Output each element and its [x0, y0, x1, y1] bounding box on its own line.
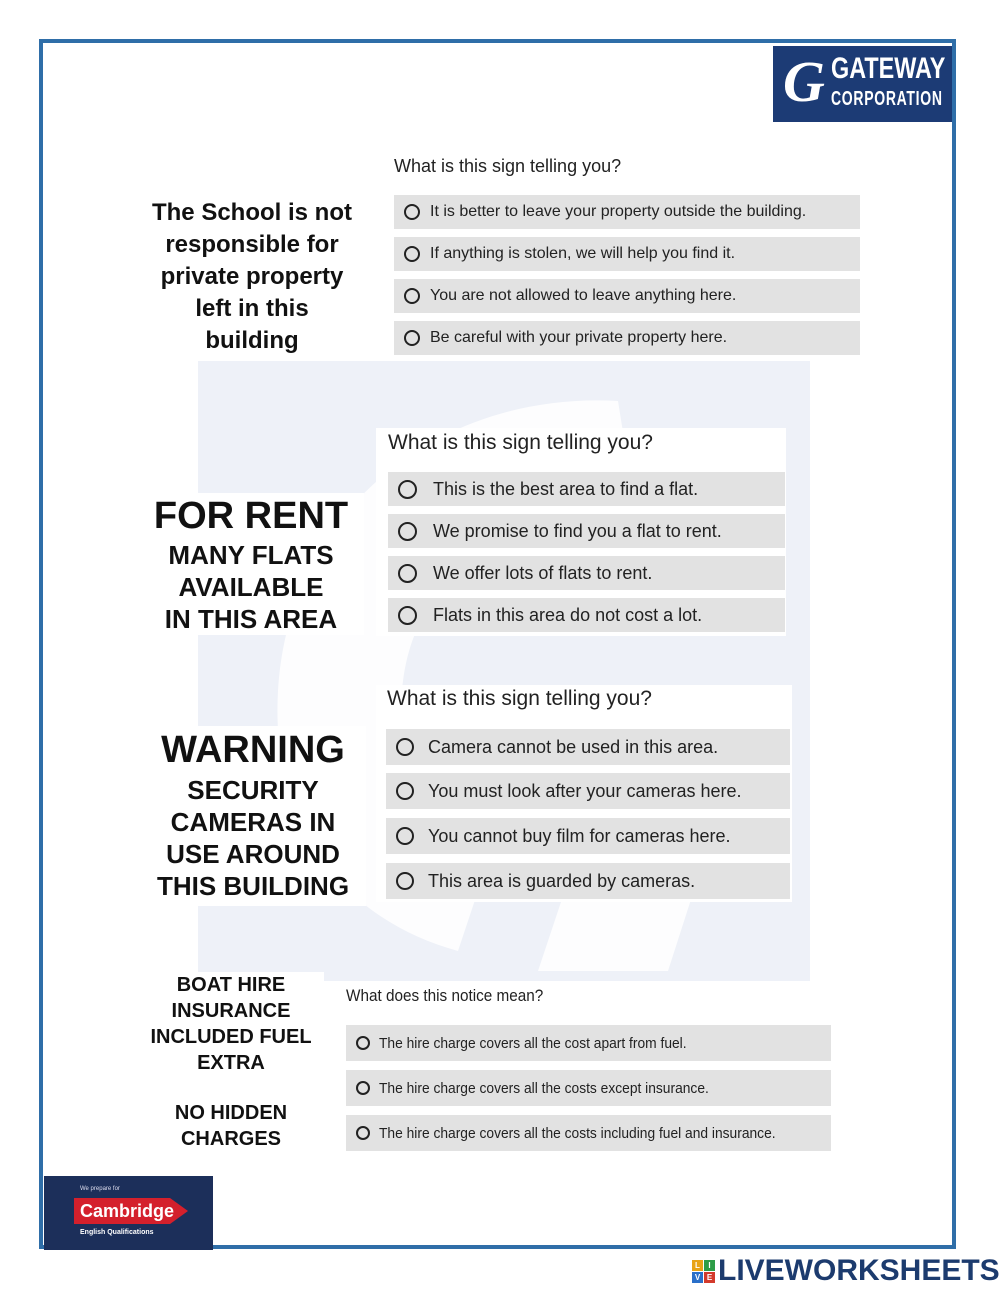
- gateway-logo-subtitle: CORPORATION: [831, 88, 943, 110]
- sign-for-rent: [138, 493, 364, 635]
- lw-cell-i: I: [704, 1260, 715, 1271]
- radio-button[interactable]: [398, 522, 417, 541]
- radio-button[interactable]: [398, 480, 417, 499]
- radio-button[interactable]: [356, 1126, 370, 1140]
- answer-text: The hire charge covers all the costs including fuel and insurance.: [379, 1124, 776, 1142]
- sign-line: IN THIS AREA: [164, 604, 338, 634]
- radio-button[interactable]: [396, 827, 414, 845]
- answer-option[interactable]: [346, 1115, 831, 1151]
- sign-warning-cameras: [140, 726, 366, 906]
- sign-line: CHARGES: [180, 1128, 281, 1150]
- liveworksheets-text: LIVEWORKSHEETS: [718, 1254, 1000, 1287]
- sign-line: private property: [160, 263, 344, 290]
- sign-line: EXTRA: [197, 1052, 265, 1074]
- sign-heading: WARNING: [161, 729, 345, 771]
- radio-button[interactable]: [404, 246, 420, 262]
- sign-line: INCLUDED FUEL: [150, 1026, 312, 1048]
- sign-line: left in this: [195, 295, 309, 322]
- answer-option[interactable]: [388, 598, 785, 632]
- lw-cell-v: V: [692, 1272, 703, 1283]
- sign-line: The School is not: [151, 199, 352, 226]
- lw-cell-e: E: [704, 1272, 715, 1283]
- liveworksheets-logo: [692, 1254, 1000, 1288]
- answer-option[interactable]: [388, 556, 785, 590]
- answer-option[interactable]: [386, 729, 790, 765]
- sign-line: SECURITY: [187, 775, 319, 805]
- cambridge-logo: [44, 1176, 213, 1250]
- answer-text: We offer lots of flats to rent.: [433, 562, 653, 583]
- cambridge-name: Cambridge: [80, 1201, 175, 1221]
- answer-option[interactable]: [394, 195, 860, 229]
- radio-button[interactable]: [356, 1081, 370, 1095]
- answer-text: Be careful with your private property here.: [430, 329, 728, 346]
- answer-text: You cannot buy film for cameras here.: [428, 825, 731, 846]
- cambridge-pretext: We prepare for: [80, 1186, 120, 1192]
- answer-option[interactable]: [386, 863, 790, 899]
- sign-boat-hire: [138, 972, 324, 1152]
- answer-option[interactable]: [394, 321, 860, 355]
- sign-line: USE AROUND: [166, 839, 340, 869]
- answer-text: You are not allowed to leave anything here.: [430, 287, 737, 304]
- sign-line: THIS BUILDING: [156, 871, 350, 901]
- answer-text: Flats in this area do not cost a lot.: [433, 604, 703, 625]
- radio-button[interactable]: [396, 782, 414, 800]
- sign-line: building: [205, 327, 299, 354]
- answer-text: If anything is stolen, we will help you find it.: [430, 245, 736, 262]
- sign-heading: FOR RENT: [153, 495, 349, 537]
- gateway-logo-mark: G: [783, 49, 825, 114]
- question-prompt: What is this sign telling you?: [387, 687, 652, 710]
- question-prompt: What is this sign telling you?: [388, 431, 653, 454]
- answer-text: This is the best area to find a flat.: [433, 478, 699, 499]
- sign-line: responsible for: [165, 231, 339, 258]
- answer-option[interactable]: [388, 514, 785, 548]
- sign-line: INSURANCE: [171, 1000, 291, 1022]
- sign-line: BOAT HIRE: [176, 974, 286, 996]
- radio-button[interactable]: [398, 564, 417, 583]
- cambridge-subtitle: English Qualifications: [80, 1229, 154, 1236]
- radio-button[interactable]: [396, 738, 414, 756]
- answer-text: This area is guarded by cameras.: [428, 870, 696, 891]
- radio-button[interactable]: [404, 288, 420, 304]
- radio-button[interactable]: [356, 1036, 370, 1050]
- sign-school-property: [140, 197, 364, 357]
- answer-option[interactable]: [346, 1070, 831, 1106]
- answer-text: You must look after your cameras here.: [428, 780, 742, 801]
- answer-option[interactable]: [346, 1025, 831, 1061]
- radio-button[interactable]: [404, 204, 420, 220]
- sign-line: NO HIDDEN: [174, 1102, 288, 1124]
- gateway-logo: [773, 46, 956, 122]
- answer-text: The hire charge covers all the cost apart from fuel.: [379, 1034, 687, 1052]
- sign-line: MANY FLATS: [168, 540, 334, 570]
- question-prompt: What does this notice mean?: [346, 986, 544, 1005]
- answer-option[interactable]: [394, 279, 860, 313]
- answer-text: Camera cannot be used in this area.: [428, 736, 719, 757]
- gateway-logo-title: GATEWAY: [831, 52, 946, 85]
- liveworksheets-icon: [692, 1260, 715, 1283]
- question-prompt: What is this sign telling you?: [394, 156, 622, 176]
- answer-text: We promise to find you a flat to rent.: [433, 520, 722, 541]
- radio-button[interactable]: [404, 330, 420, 346]
- answer-text: The hire charge covers all the costs except insurance.: [379, 1079, 709, 1097]
- lw-cell-l: L: [692, 1260, 703, 1271]
- radio-button[interactable]: [396, 872, 414, 890]
- answer-option[interactable]: [388, 472, 785, 506]
- sign-line: CAMERAS IN: [170, 807, 336, 837]
- answer-option[interactable]: [386, 818, 790, 854]
- answer-option[interactable]: [386, 773, 790, 809]
- sign-line: AVAILABLE: [178, 572, 324, 602]
- answer-text: It is better to leave your property outside the building.: [430, 203, 807, 220]
- answer-option[interactable]: [394, 237, 860, 271]
- radio-button[interactable]: [398, 606, 417, 625]
